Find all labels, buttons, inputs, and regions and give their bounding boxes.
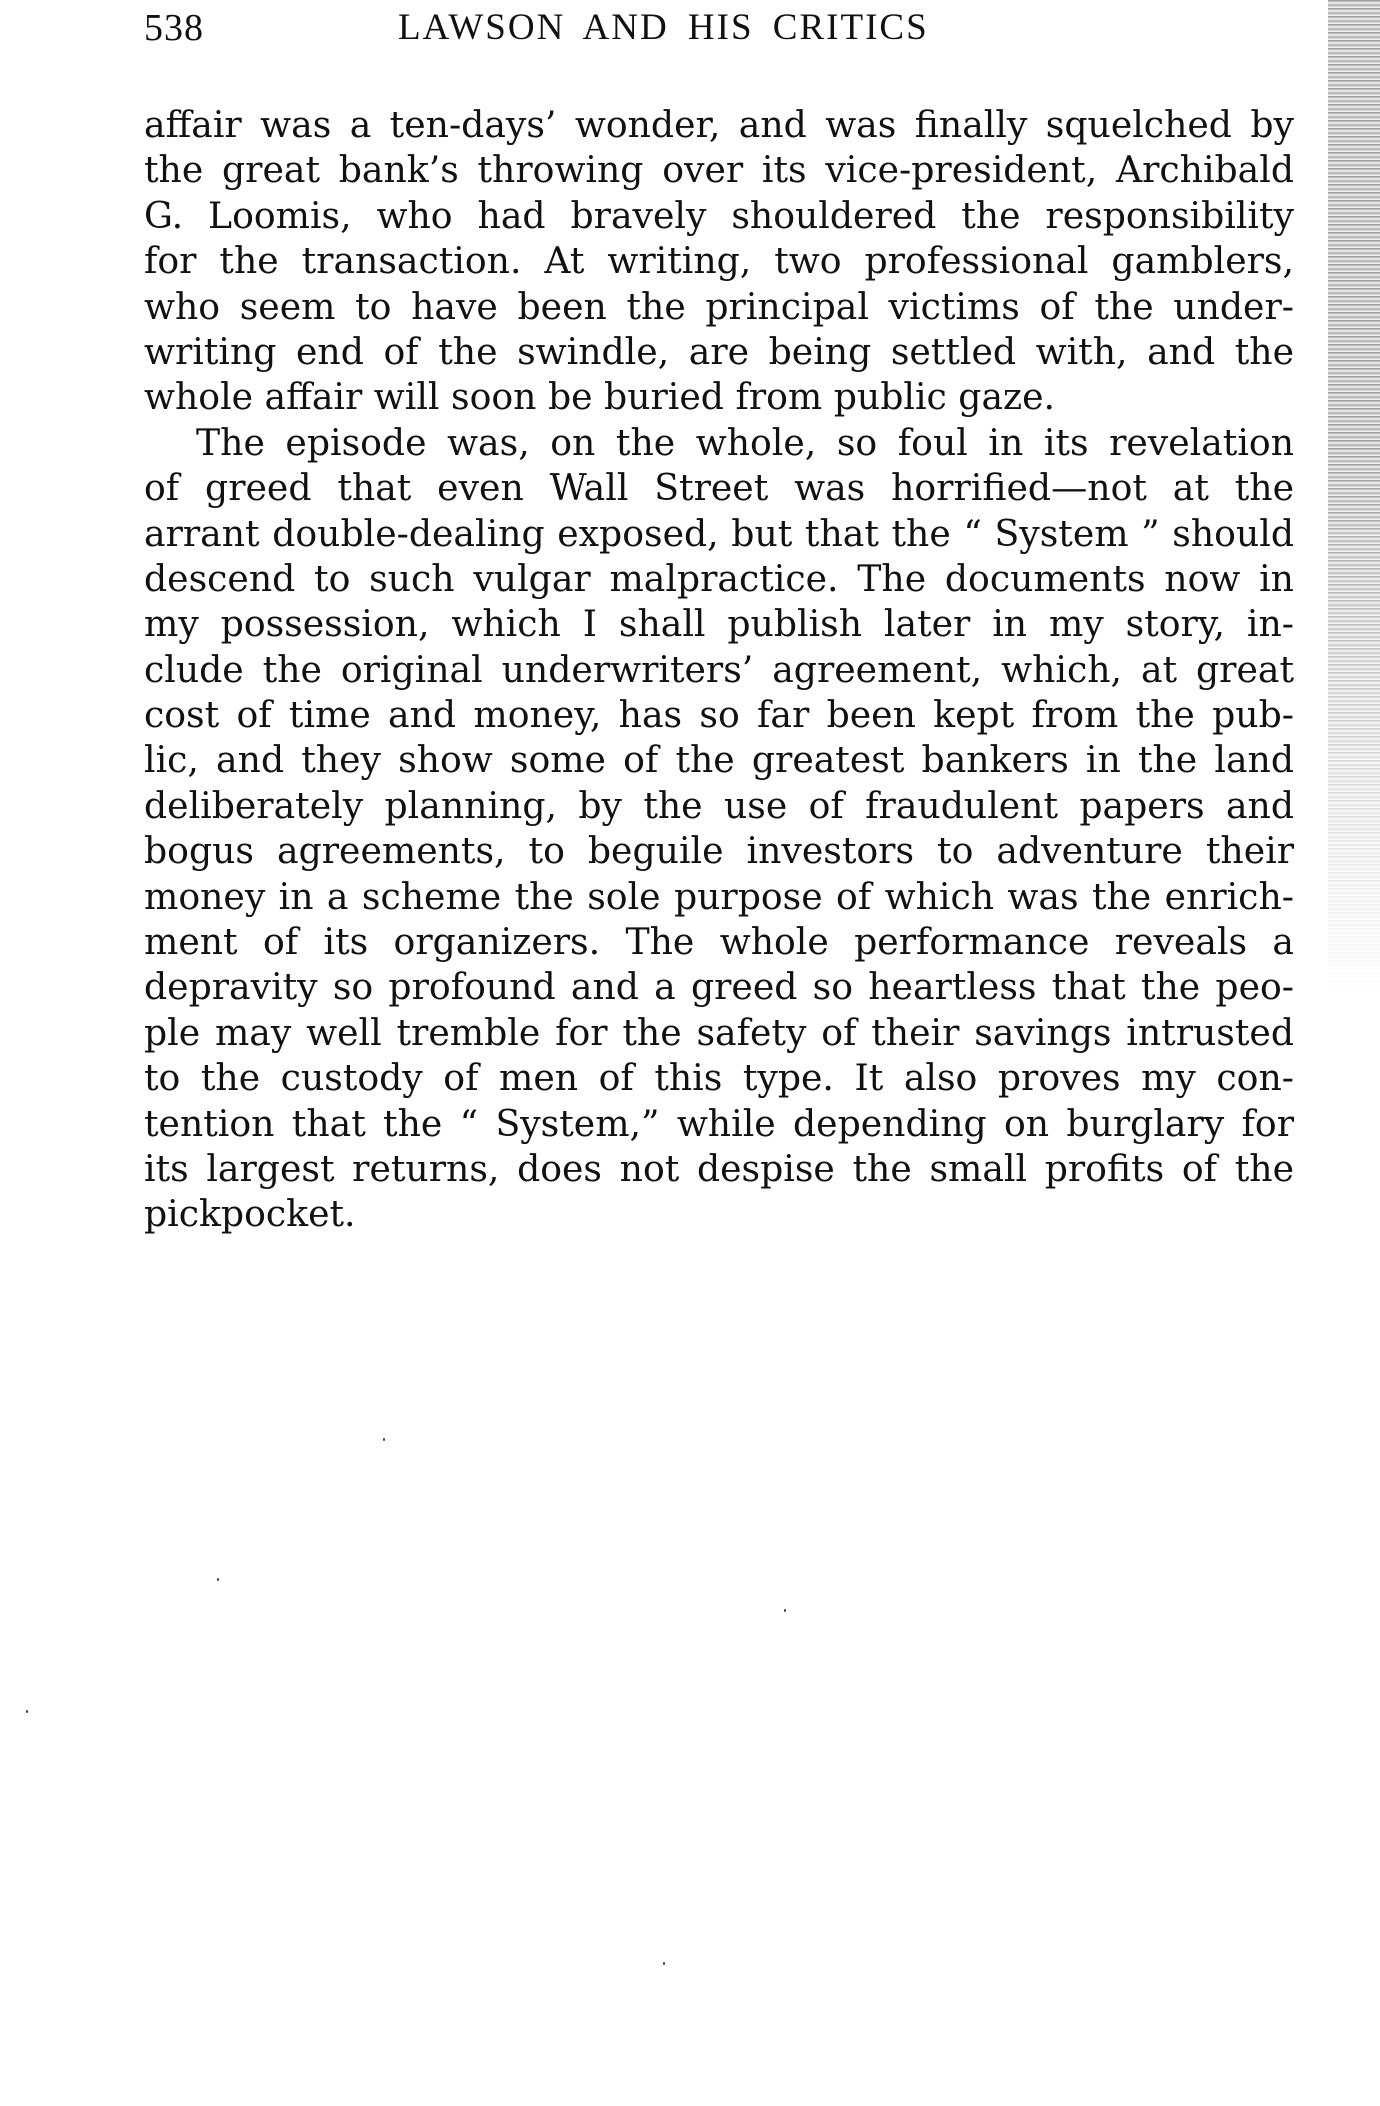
text-line: ment of its organizers. The whole performance reveals a — [144, 920, 1294, 964]
text-line: for the transaction. At writing, two professional gamblers, — [144, 239, 1294, 283]
text-line: affair was a ten-days’ wonder, and was finally squelched by — [144, 103, 1294, 146]
page-number: 538 — [144, 7, 204, 49]
text-line: descend to such vulgar malpractice. The documents now in — [144, 556, 1294, 600]
text-line: bogus agreements, to beguile investors to adventure their — [144, 829, 1294, 873]
text-line: writing end of the swindle, are being settled with, and the — [144, 329, 1294, 373]
scan-speck — [784, 1609, 786, 1612]
text-line: arrant double-dealing exposed, but that the “ System ” should — [144, 511, 1294, 555]
text-line: tention that the “ System,” while depending on burglary for — [144, 1101, 1294, 1145]
running-head — [144, 6, 1294, 60]
text-line: lic, and they show some of the greatest bankers in the land — [144, 738, 1294, 782]
text-line: who seem to have been the principal victims of the under- — [144, 284, 1294, 328]
scan-speck — [26, 1710, 28, 1713]
scan-speck — [217, 1578, 219, 1581]
text-line: depravity so profound and a greed so heartless that the peo- — [144, 965, 1294, 1009]
text-line: its largest returns, does not despise the small profits of the — [144, 1146, 1294, 1190]
text-line: the great bank’s throwing over its vice-president, Archibald — [144, 148, 1294, 192]
text-line: cost of time and money, has so far been kept from the pub- — [144, 693, 1294, 737]
text-line: money in a scheme the sole purpose of which was the enrich- — [144, 874, 1294, 918]
text-line: of greed that even Wall Street was horrified—not at the — [144, 466, 1294, 510]
text-line: deliberately planning, by the use of fraudulent papers and — [144, 783, 1294, 827]
running-title: LAWSON AND HIS CRITICS — [398, 7, 929, 48]
body-text — [144, 102, 1294, 1237]
text-line: ple may well tremble for the safety of their savings intrusted — [144, 1010, 1294, 1054]
text-line: to the custody of men of this type. It also proves my con- — [144, 1056, 1294, 1100]
text-line: clude the original underwriters’ agreement, which, at great — [144, 647, 1294, 691]
text-line: my possession, which I shall publish later in my story, in- — [144, 602, 1294, 646]
scan-speck — [663, 1962, 665, 1965]
text-line: pickpocket. — [144, 1192, 356, 1236]
text-line: whole affair will soon be buried from public gaze. — [144, 375, 1056, 419]
text-line: G. Loomis, who had bravely shouldered the responsibility — [144, 193, 1294, 237]
scan-speck — [383, 1438, 385, 1441]
page-edge-shadow — [1328, 0, 1380, 1000]
paragraph-start-line: The episode was, on the whole, so foul in its revelation — [196, 420, 1294, 464]
